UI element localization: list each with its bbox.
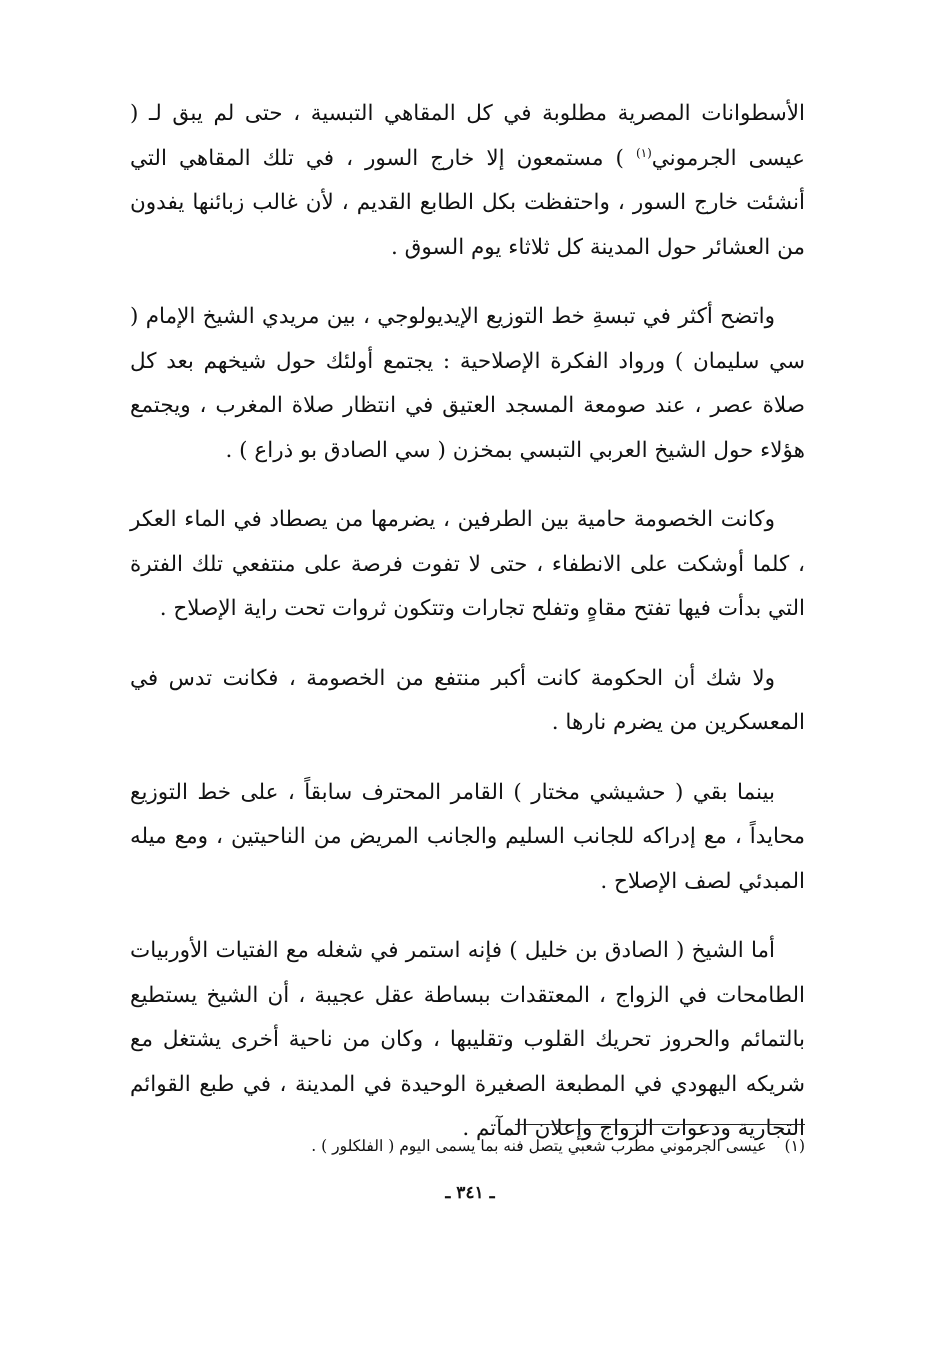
paragraph-1-text-b: ) مستمعون إلا خارج السور ، في تلك المقاهي التي أنشئت خارج السور ، واحتفظت بكل الطابع القديم ، لأن غالب زبائنها يفدون من العشائر حول المدينة كل ثلاثاء يوم السوق . — [130, 145, 805, 260]
paragraph-5: بينما بقي ( حشيشي مختار ) القامر المحترف سابقاً ، على خط التوزيع محايداً ، مع إدراكه للجانب السليم والجانب المريض من الناحيتين ، ومع ميله المبدئي لصف الإصلاح . — [130, 779, 805, 894]
paragraph-6: أما الشيخ ( الصادق بن خليل ) فإنه استمر في شغله مع الفتيات الأوربيات الطامحات في الزواج ، المعتقدات ببساطة عقل عجيبة ، أن الشيخ يستطيع بالتمائم والحروز تحريك القلوب وتقليبها ، وكان من ناحية أخرى يشتغل مع شريكه اليهودي في المطبعة الصغيرة الوحيدة في المدينة ، في طبع القوائم التجارية ودعوات الزواج وإعلان المآتم . — [130, 938, 805, 1141]
footnote-reference[interactable]: (١) — [635, 145, 652, 160]
paragraph-3: وكانت الخصومة حامية بين الطرفين ، يضرمها من يصطاد في الماء العكر ، كلما أوشكت على الانطفاء ، حتى لا تفوت فرصة على منتفعي تلك الفترة التي بدأت فيها تفتح مقاهٍ وتفلح تجارات وتتكون ثروات تحت راية الإصلاح . — [130, 507, 805, 621]
main-text — [130, 92, 805, 1177]
paragraph-2: واتضح أكثر في تبسةِ خط التوزيع الإيديولوجي ، بين مريدي الشيخ الإمام ( سي سليمان ) ورواد الفكرة الإصلاحية : يجتمع أولئك حول شيخهم بعد كل صلاة عصر ، عند صومعة المسجد العتيق في انتظار صلاة المغرب ، ويجتمع هؤلاء حول الشيخ العربي التبسي بمخزن ( سي الصادق بو ذراع ) . — [130, 304, 805, 463]
page-number: ـ ٣٤١ ـ — [445, 1183, 495, 1203]
footnote-text: عيسى الجرموني مطرب شعبي يتصل فنه بما يسمى اليوم ( الفلكلور ) . — [311, 1137, 767, 1155]
footnote — [130, 1133, 805, 1159]
footnote-divider — [515, 1124, 805, 1125]
paragraph-4: ولا شك أن الحكومة كانت أكبر منتفع من الخصومة ، فكانت تدس في المعسكرين من يضرم نارها . — [130, 665, 805, 735]
paragraph-1 — [130, 92, 805, 270]
paragraph-1-text-a: الأسطوانات المصرية مطلوبة في كل المقاهي التبسية ، حتى لم يبق لـ ( عيسى الجرموني — [130, 101, 805, 171]
footnote-number: (١) — [784, 1137, 805, 1155]
